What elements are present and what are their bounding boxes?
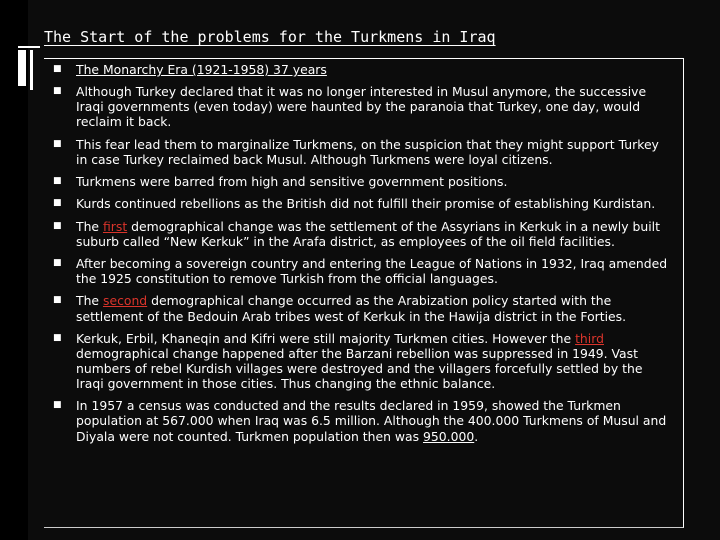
- bullet-text: The Monarchy Era (1921-1958) 37 years: [76, 62, 327, 77]
- bullet-square-icon: ■: [53, 258, 62, 269]
- bullet-item: [52, 331, 672, 391]
- bullet-text: Turkmens were barred from high and sensitive government positions.: [76, 174, 508, 190]
- bullet-square-icon: ■: [53, 295, 62, 306]
- highlight-text: third: [575, 330, 604, 346]
- bullet-text: Kerkuk, Erbil, Khaneqin and Kifri were still majority Turkmen cities. However the: [76, 330, 576, 346]
- bullet-item: [52, 62, 672, 77]
- bullet-text: demographical change was the settlement of the Assyrians in Kerkuk in a newly built suburb called “New Kerkuk” in the Arafa district, as employees of the oil field facilities.: [76, 218, 660, 249]
- bullet-item: [52, 196, 672, 211]
- bullet-square-icon: ■: [53, 138, 62, 149]
- bullet-square-icon: ■: [53, 332, 62, 343]
- bullet-text: 950.000: [423, 428, 475, 444]
- highlight-text: first: [102, 218, 128, 234]
- slide-title: The Start of the problems for the Turkmens in Iraq: [44, 28, 496, 46]
- bullet-text: After becoming a sovereign country and entering the League of Nations in 1932, Iraq amended the 1925 constitution to remove Turkish from the official languages.: [76, 256, 668, 287]
- decorative-bar-vertical-right: [30, 50, 33, 90]
- bullet-square-icon: ■: [53, 400, 62, 411]
- bullet-item: [52, 219, 672, 249]
- bullet-text: The: [76, 293, 103, 309]
- bullet-square-icon: ■: [53, 198, 62, 209]
- bullet-square-icon: ■: [53, 86, 62, 97]
- bullet-text: demographical change happened after the Barzani rebellion was suppressed in 1949. Vast numbers of rebel Kurdish villages were destroyed and the villagers forcefully settled by the Iraqi government in those cities. Thus changing the ethnic balance.: [76, 345, 643, 392]
- bullet-text: demographical change occurred as the Arabization policy started with the settlement of the Bedouin Arab tribes west of Kerkuk in the Hawija district in the Forties.: [76, 293, 627, 324]
- bullet-item: [52, 398, 672, 443]
- bullet-item: [52, 293, 672, 323]
- bullet-list: [52, 62, 672, 451]
- bullet-text: Although Turkey declared that it was no longer interested in Musul anymore, the successive Iraqi governments (even today) were haunted by the paranoia that Turkey, one day, would reclaim it back.: [76, 84, 647, 130]
- decorative-bar-top: [18, 46, 40, 48]
- bullet-square-icon: ■: [53, 176, 62, 187]
- bullet-text: .: [474, 428, 479, 444]
- bullet-square-icon: ■: [53, 220, 62, 231]
- bullet-text: The: [76, 218, 103, 234]
- bullet-text: This fear lead them to marginalize Turkmens, on the suspicion that they might support Turkey in case Turkey reclaimed back Musul. Although Turkmens were loyal citizens.: [76, 136, 659, 167]
- highlight-text: second: [102, 293, 148, 309]
- decorative-bar-vertical-left: [18, 50, 26, 86]
- bullet-item: [52, 84, 672, 129]
- bullet-square-icon: ■: [53, 64, 62, 74]
- bullet-item: [52, 256, 672, 286]
- bullet-text: Kurds continued rebellions as the British did not fulfill their promise of establishing Kurdistan.: [76, 196, 656, 212]
- bullet-item: [52, 174, 672, 189]
- bullet-item: [52, 137, 672, 167]
- bullet-text: In 1957 a census was conducted and the results declared in 1959, showed the Turkmen population at 567.000 when Iraq was 6.5 million. Although the 400.000 Turkmens of Musul and Diyala were not counted. Turkmen population then was: [76, 398, 667, 444]
